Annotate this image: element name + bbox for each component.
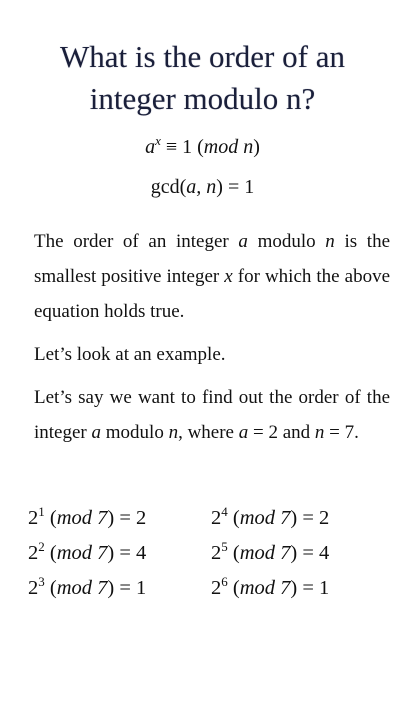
power-exponent: 3 [38, 574, 45, 589]
power-exponent: 4 [221, 504, 228, 519]
power-row: $2^3$ (mod 7) = 1 [28, 574, 147, 599]
example-text: , where [178, 422, 234, 443]
power-mod: mod 7 [239, 507, 291, 529]
example-text: = 7. [324, 422, 359, 443]
power-exponent: 2 [38, 539, 45, 554]
def-var-a: a [238, 231, 248, 252]
power-mod: mod 7 [56, 542, 108, 564]
def-var-x: x [224, 266, 233, 287]
def-text: the smallest positive integer [34, 231, 391, 287]
power-base: 2 [211, 507, 222, 529]
example-text: Let’s say we want to find out the order [34, 387, 339, 408]
eq-mod: mod n [203, 136, 254, 158]
power-result: 1 [319, 577, 330, 599]
power-row: $2^5$ (mod 7) = 4 [211, 539, 330, 564]
power-result: 2 [319, 507, 330, 529]
gcd-equation [0, 176, 405, 199]
example-var-n: n [168, 422, 179, 443]
power-row: $2^4$ (mod 7) = 2 [211, 504, 330, 529]
def-text: for [237, 266, 260, 287]
example-text: = [248, 422, 264, 443]
power-result: 1 [136, 577, 147, 599]
power-result: 4 [136, 542, 147, 564]
title-line-2: integer modulo n? [89, 81, 316, 116]
example-text: modulo [105, 422, 164, 443]
page-title [0, 36, 405, 120]
eq-base: a [145, 136, 156, 158]
power-row: $2^6$ (mod 7) = 1 [211, 574, 330, 599]
power-row: $2^1$ (mod 7) = 2 [28, 504, 147, 529]
gcd-post: ) = 1 [216, 176, 255, 198]
example-var-n: n [314, 422, 325, 443]
title-line-1: What is the order of an [60, 39, 345, 74]
power-base: 2 [28, 542, 39, 564]
congruence-equation [0, 133, 405, 159]
example-intro: Let’s look at an example. [34, 344, 226, 365]
power-result: 4 [319, 542, 330, 564]
power-mod: mod 7 [239, 542, 291, 564]
power-mod: mod 7 [239, 577, 291, 599]
eq-rest-a: ≡ 1 ( [160, 136, 204, 158]
gcd-args: a, n [186, 176, 217, 198]
eq-exponent: x [155, 133, 161, 148]
powers-left-column [28, 501, 146, 606]
definition-paragraph [34, 224, 390, 329]
eq-rest-b: ) [253, 136, 260, 158]
example-var-a: a [91, 422, 102, 443]
power-row: $2^2$ (mod 7) = 4 [28, 539, 147, 564]
def-text: is [344, 231, 358, 252]
def-text: which the above equation holds true. [34, 266, 391, 322]
power-base: 2 [28, 507, 39, 529]
def-text: The order of an integer [34, 231, 229, 252]
def-var-n: n [325, 231, 335, 252]
example-var-a: a [238, 422, 249, 443]
power-exponent: 6 [221, 574, 228, 589]
power-base: 2 [211, 542, 222, 564]
power-mod: mod 7 [56, 577, 108, 599]
power-mod: mod 7 [56, 507, 108, 529]
powers-right-column [211, 501, 329, 606]
power-exponent: 1 [38, 504, 45, 519]
power-result: 2 [136, 507, 147, 529]
def-text: modulo [257, 231, 316, 252]
gcd-pre: gcd( [150, 176, 187, 198]
power-base: 2 [211, 577, 222, 599]
example-paragraph [34, 380, 390, 450]
power-base: 2 [28, 577, 39, 599]
example-text: 2 and [268, 422, 311, 443]
example-text: of the integer [34, 387, 391, 443]
power-exponent: 5 [221, 539, 228, 554]
